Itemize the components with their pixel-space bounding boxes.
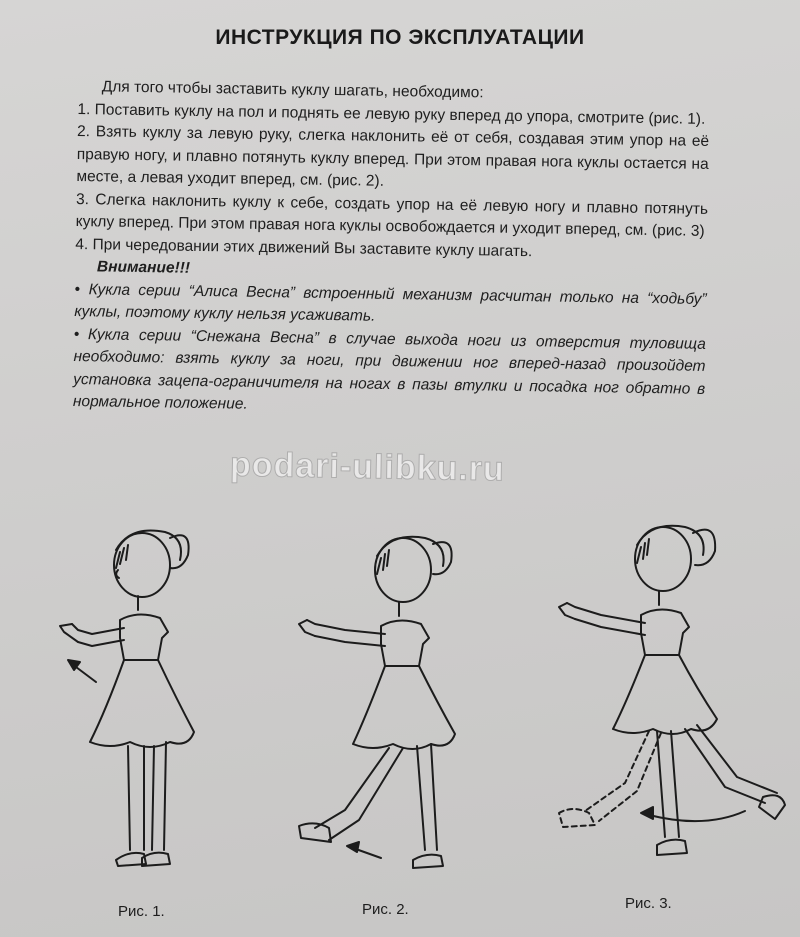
step-3: 3. Слегка наклонить куклу к себе, создать упор на её левую ногу и плавно потянуть куклу вперед. При этом правая нога куклы освобождается и уходит вперед, см. (рис. 3) bbox=[75, 190, 709, 240]
figure-3-caption: Рис. 3. bbox=[625, 895, 672, 912]
step-1: 1. Поставить куклу на пол и поднять ее левую руку вперед до упора, смотрите (рис. 1). bbox=[77, 100, 706, 128]
page-title: ИНСТРУКЦИЯ ПО ЭКСПЛУАТАЦИИ bbox=[215, 26, 585, 49]
figure-3-doll-right-step bbox=[545, 515, 795, 875]
warning-heading: Внимание!!! bbox=[96, 258, 191, 277]
figure-1-doll-standing bbox=[20, 520, 220, 890]
figure-2-caption: Рис. 2. bbox=[362, 901, 409, 918]
warning-bullet-2 bbox=[73, 323, 706, 423]
step-4: 4. При чередовании этих движений Вы заставите куклу шагать. bbox=[75, 235, 533, 260]
step-2: 2. Взять куклу за левую руку, слегка наклонить её от себя, создавая этим упор на её правую ногу, и плавно потянуть куклу вперед. При этом правая нога куклы остается на месте, а левая уходит вперед, см. (рис. 2). bbox=[76, 122, 710, 190]
figure-2-doll-left-step bbox=[285, 528, 485, 888]
bullet-icon: • bbox=[73, 325, 80, 343]
watermark: podari-ulibku.ru bbox=[229, 445, 506, 489]
warning-bullet-2-text: Кукла серии “Снежана Весна” в случае выхода ноги из отверстия туловища необходимо: взять куклу за ноги, при движении ног вперед-назад произойдет установка зацепа-ограничителя на ногах в пазы втулки и посадка ног обратно в нормальное положение. bbox=[72, 325, 707, 413]
intro-text: Для того чтобы заставить куклу шагать, необходимо: bbox=[101, 78, 484, 102]
figure-1-caption: Рис. 1. bbox=[118, 903, 165, 920]
bullet-icon: • bbox=[74, 280, 81, 298]
instruction-text bbox=[73, 76, 710, 423]
warning-bullet-1-text: Кукла серии “Алиса Весна” встроенный механизм расчитан только на “ходьбу” куклы, поэтому куклу нельзя усаживать. bbox=[74, 280, 707, 325]
